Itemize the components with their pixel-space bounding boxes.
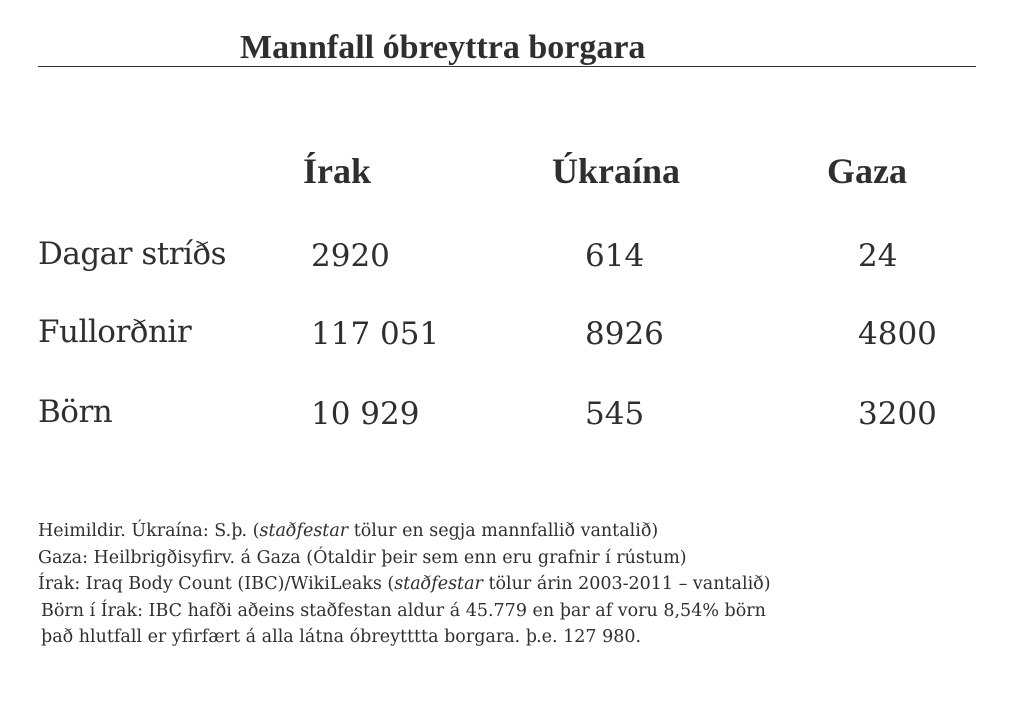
cell-fullordnir-ukraina: 8926 — [585, 316, 664, 352]
row-label-born: Börn — [38, 394, 113, 430]
note-line-1: Heimildir. Úkraína: S.þ. (staðfestar tölur en segja mannfallið vantalið) — [38, 521, 659, 541]
sources-notes — [38, 518, 771, 651]
row-label-dagar: Dagar stríðs — [38, 236, 227, 272]
cell-born-gaza: 3200 — [858, 396, 937, 432]
row-label-fullordnir: Fullorðnir — [38, 314, 192, 350]
cell-born-irak: 10 929 — [311, 396, 420, 432]
cell-born-ukraina: 545 — [585, 396, 645, 432]
note-line-3: Írak: Iraq Body Count (IBC)/WikiLeaks (staðfestar tölur árin 2003-2011 – vantalið) — [38, 574, 771, 594]
column-header-gaza: Gaza — [827, 151, 907, 191]
note-line-2: Gaza: Heilbrigðisyfirv. á Gaza (Ótaldir þeir sem enn eru grafnir í rústum) — [38, 547, 687, 568]
cell-dagar-gaza: 24 — [858, 238, 898, 274]
title-row — [38, 26, 976, 70]
column-header-ukraina: Úkraína — [552, 151, 681, 191]
column-header-irak: Írak — [303, 151, 372, 191]
cell-dagar-ukraina: 614 — [585, 238, 645, 274]
note-line-5: það hlutfall er yfirfært á alla látna óbreytttta borgara. þ.e. 127 980. — [41, 627, 642, 647]
note-line-4: Börn í Írak: IBC hafði aðeins staðfestan aldur á 45.779 en þar af voru 8,54% börn — [41, 600, 766, 621]
cell-dagar-irak: 2920 — [311, 238, 390, 274]
cell-fullordnir-irak: 117 051 — [311, 316, 440, 352]
cell-fullordnir-gaza: 4800 — [858, 316, 937, 352]
page-title: Mannfall óbreyttra borgara — [240, 29, 646, 66]
